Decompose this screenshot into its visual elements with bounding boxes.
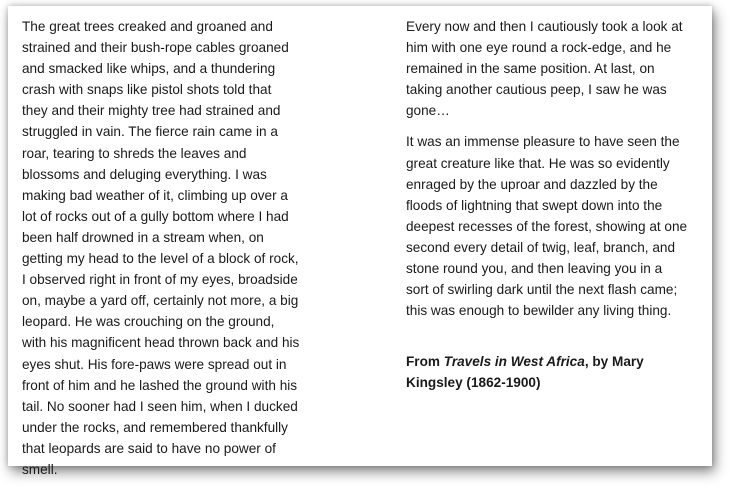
text-line: that leopards are said to have no power of bbox=[22, 440, 276, 456]
text-line: smell. bbox=[22, 461, 58, 477]
text-line: deepest recesses of the forest, showing at one bbox=[406, 218, 688, 234]
text-line: crash with snaps like pistol shots told that bbox=[22, 82, 272, 98]
text-line: this was enough to bewilder any living thing. bbox=[406, 303, 672, 319]
source-line-2: Kingsley (1862-1900) bbox=[406, 375, 541, 391]
text-line: It was an immense pleasure to have seen the bbox=[406, 134, 680, 150]
text-line: on, maybe a yard off, certainly not more, a big bbox=[22, 293, 299, 309]
text-line: eyes shut. His fore-paws were spread out in bbox=[22, 356, 287, 372]
right-column bbox=[406, 16, 687, 394]
left-column bbox=[22, 16, 299, 480]
text-line: roar, tearing to shreds the leaves and bbox=[22, 145, 247, 161]
text-line: stone round you, and then leaving you in a bbox=[406, 261, 663, 277]
text-line: second every detail of twig, leaf, branch, and bbox=[406, 239, 676, 255]
text-line: they and their mighty tree had strained and bbox=[22, 103, 281, 119]
text-line: taking another cautious peep, I saw he was bbox=[406, 82, 667, 98]
text-line: Every now and then I cautiously took a look at bbox=[406, 19, 683, 34]
source-line-1 bbox=[406, 351, 687, 372]
book-title: Travels in West Africa bbox=[443, 354, 585, 370]
text-line: been half drowned in a stream when, on bbox=[22, 229, 264, 245]
paragraph-spacer bbox=[406, 121, 687, 131]
text-line: great creature like that. He was so evidently bbox=[406, 155, 670, 171]
text-line: enraged by the uproar and dazzled by the bbox=[406, 176, 658, 192]
document-card bbox=[8, 6, 712, 477]
text-line: gone… bbox=[406, 103, 450, 119]
source-citation bbox=[406, 351, 687, 393]
text-line: front of him and he lashed the ground with his bbox=[22, 377, 298, 393]
text-line: remained in the same position. At last, on bbox=[406, 61, 655, 77]
source-author-start: , by Mary bbox=[584, 354, 644, 370]
text-line: blossoms and deluging everything. I was bbox=[22, 166, 267, 182]
text-line: leopard. He was crouching on the ground, bbox=[22, 314, 275, 330]
text-line: sort of swirling dark until the next flash came; bbox=[406, 282, 678, 298]
text-line: making bad weather of it, climbing up over a bbox=[22, 187, 288, 203]
text-line: and smacked like whips, and a thundering bbox=[22, 61, 276, 77]
text-line: with his magnificent head thrown back and his bbox=[22, 335, 300, 351]
text-line: struggled in vain. The fierce rain came in a bbox=[22, 124, 278, 140]
text-line: lot of rocks out of a gully bottom where I had bbox=[22, 208, 289, 224]
text-line: him with one eye round a rock-edge, and he bbox=[406, 40, 672, 56]
text-line: I observed right in front of my eyes, broadside bbox=[22, 272, 298, 288]
text-line: The great trees creaked and groaned and bbox=[22, 19, 273, 34]
text-line: tail. No sooner had I seen him, when I ducked bbox=[22, 398, 298, 414]
source-spacer bbox=[406, 321, 687, 351]
source-prefix: From bbox=[406, 354, 444, 370]
text-line: getting my head to the level of a block of rock, bbox=[22, 251, 299, 267]
text-line: strained and their bush-rope cables groaned bbox=[22, 40, 289, 56]
paragraph-1 bbox=[406, 16, 687, 121]
paragraph-2 bbox=[406, 131, 687, 321]
text-line: under the rocks, and remembered thankfully bbox=[22, 419, 288, 435]
text-line: floods of lightning that swept down into the bbox=[406, 197, 663, 213]
